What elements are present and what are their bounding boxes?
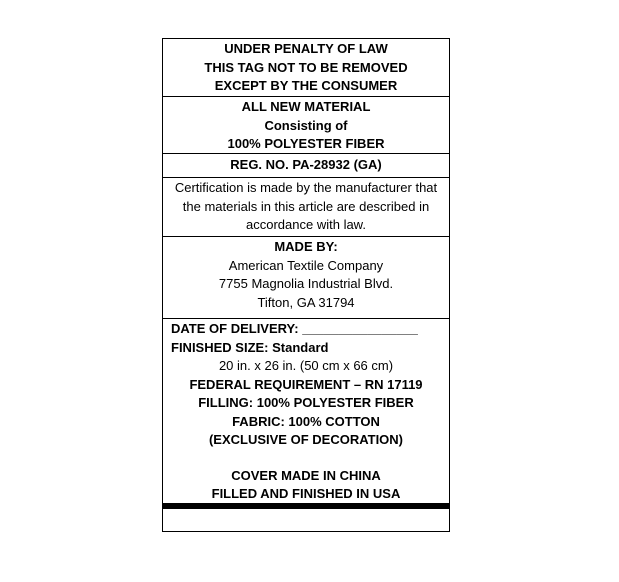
origin-line-1: COVER MADE IN CHINA bbox=[231, 467, 381, 483]
delivery-date-label: DATE OF DELIVERY: ________________ bbox=[171, 321, 418, 336]
material-line-3: 100% POLYESTER FIBER bbox=[227, 136, 385, 151]
warning-line-3: EXCEPT BY THE CONSUMER bbox=[214, 78, 398, 93]
law-label-tag bbox=[162, 38, 450, 532]
certification-section bbox=[163, 178, 449, 237]
maker-city: Tifton, GA 31794 bbox=[257, 294, 355, 310]
registration-section bbox=[163, 154, 449, 178]
spacer bbox=[163, 450, 449, 467]
maker-name: American Textile Company bbox=[228, 257, 384, 273]
material-line-1: ALL NEW MATERIAL bbox=[241, 99, 371, 114]
certification-line-3: accordance with law. bbox=[246, 217, 366, 232]
maker-section bbox=[163, 237, 449, 319]
warning-line-2: THIS TAG NOT TO BE REMOVED bbox=[204, 59, 408, 75]
federal-requirement: FEDERAL REQUIREMENT – RN 17119 bbox=[189, 376, 423, 392]
decoration-exclusion: (EXCLUSIVE OF DECORATION) bbox=[208, 432, 404, 447]
maker-street: 7755 Magnolia Industrial Blvd. bbox=[218, 276, 394, 291]
certification-line-2: the materials in this article are described in bbox=[182, 198, 430, 214]
fabric-content: FABRIC: 100% COTTON bbox=[232, 413, 380, 429]
filling-content: FILLING: 100% POLYESTER FIBER bbox=[198, 395, 414, 410]
warning-section bbox=[163, 39, 449, 97]
finished-size-label: FINISHED SIZE: Standard bbox=[171, 339, 329, 355]
maker-heading: MADE BY: bbox=[274, 239, 338, 254]
certification-line-1: Certification is made by the manufacturer that bbox=[174, 180, 438, 195]
thick-divider bbox=[163, 503, 449, 509]
warning-line-1: UNDER PENALTY OF LAW bbox=[224, 41, 388, 56]
material-line-2: Consisting of bbox=[264, 117, 348, 133]
registration-number: REG. NO. PA-28932 (GA) bbox=[230, 157, 382, 172]
details-section bbox=[163, 320, 449, 504]
material-section bbox=[163, 97, 449, 154]
origin-line-2: FILLED AND FINISHED IN USA bbox=[211, 486, 401, 501]
dimensions-text: 20 in. x 26 in. (50 cm x 66 cm) bbox=[218, 358, 394, 373]
